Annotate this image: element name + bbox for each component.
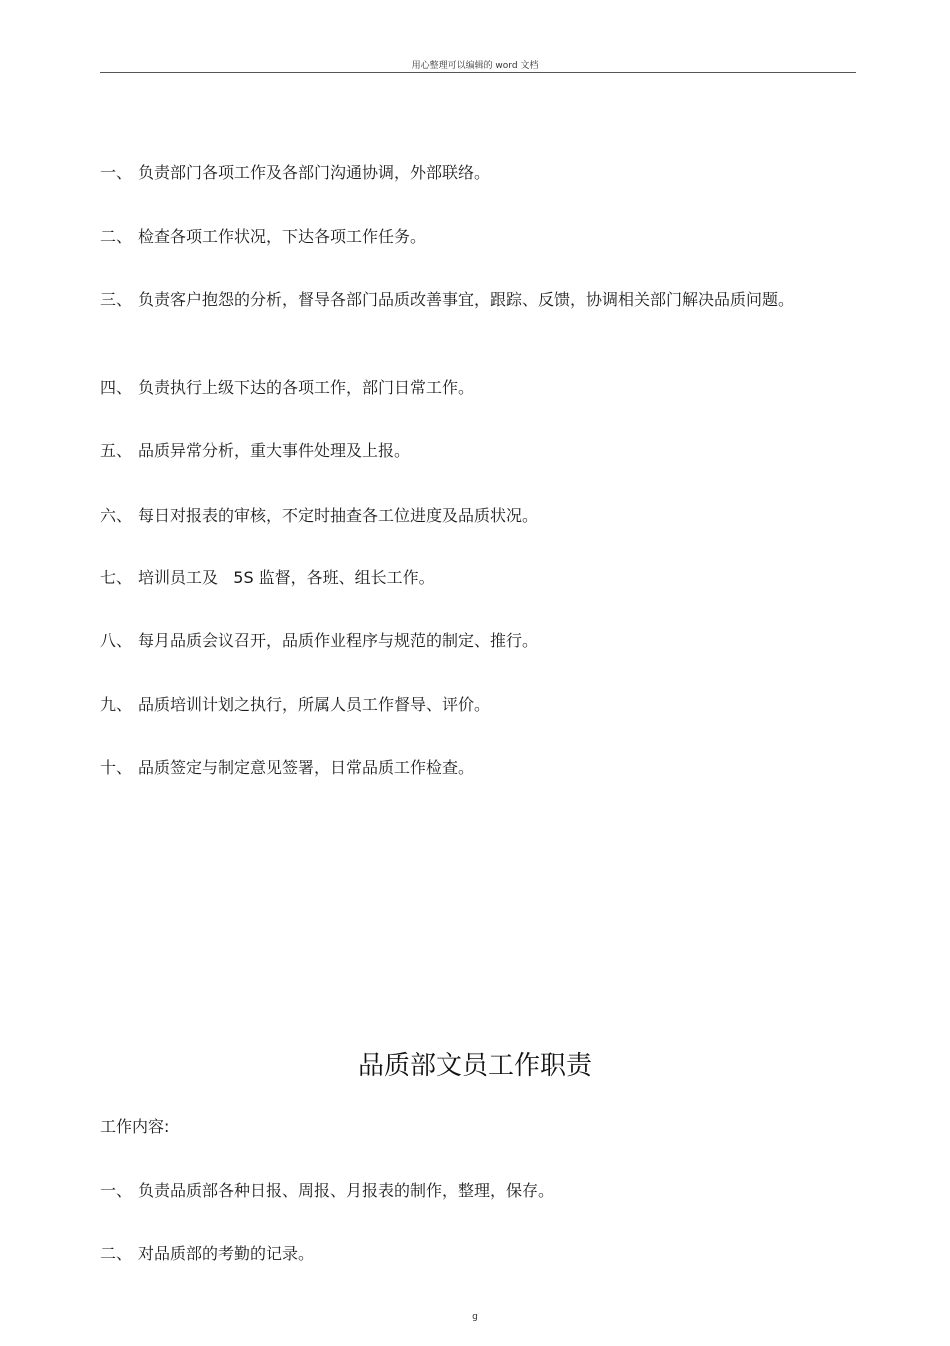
page-number: g [472, 1312, 478, 1322]
item-text: 负责品质部各种日报、周报、月报表的制作，整理，保存。 [138, 1181, 555, 1200]
page-header: 用心整理可以编辑的 word 文档 [411, 61, 539, 71]
list-item [100, 1178, 820, 1204]
item-number: 七、 [100, 568, 133, 587]
item-text: 每月品质会议召开，品质作业程序与规范的制定、推行。 [138, 631, 539, 650]
item-text: 每日对报表的审核，不定时抽查各工位进度及品质状况。 [138, 506, 539, 525]
list-item [100, 160, 820, 186]
list-item [100, 692, 820, 718]
item-text: 检查各项工作状况，下达各项工作任务。 [138, 227, 427, 246]
item-text: 负责客户抱怨的分析，督导各部门品质改善事宜，跟踪、反馈，协调相关部门解决品质问题。 [138, 290, 795, 309]
item-text: 负责执行上级下达的各项工作，部门日常工作。 [138, 378, 475, 397]
item-number: 一、 [100, 163, 133, 182]
item-number: 九、 [100, 695, 133, 714]
item-text: 对品质部的考勤的记录。 [138, 1244, 315, 1263]
item-number: 八、 [100, 631, 133, 650]
item-text: 品质培训计划之执行，所属人员工作督导、评价。 [138, 695, 491, 714]
section-subtitle: 工作内容: [100, 1117, 170, 1136]
list-item [100, 224, 820, 250]
item-number: 五、 [100, 441, 133, 460]
list-item [100, 1241, 820, 1267]
item-number: 六、 [100, 506, 133, 525]
list-item [100, 375, 820, 401]
list-item [100, 565, 820, 591]
item-number: 二、 [100, 227, 133, 246]
item-number: 十、 [100, 758, 133, 777]
item-number: 二、 [100, 1244, 133, 1263]
item-number: 三、 [100, 290, 133, 309]
list-item [100, 438, 820, 464]
list-item [100, 287, 820, 313]
item-text: 培训员工及 5S 监督，各班、组长工作。 [138, 568, 435, 587]
item-text: 品质异常分析，重大事件处理及上报。 [138, 441, 411, 460]
list-item [100, 503, 820, 529]
header-divider [100, 72, 856, 73]
item-text: 品质签定与制定意见签署，日常品质工作检查。 [138, 758, 475, 777]
list-item [100, 755, 820, 781]
item-number: 一、 [100, 1181, 133, 1200]
list-item [100, 628, 820, 654]
section-title: 品质部文员工作职责 [357, 1051, 592, 1081]
item-text: 负责部门各项工作及各部门沟通协调，外部联络。 [138, 163, 491, 182]
item-number: 四、 [100, 378, 133, 397]
